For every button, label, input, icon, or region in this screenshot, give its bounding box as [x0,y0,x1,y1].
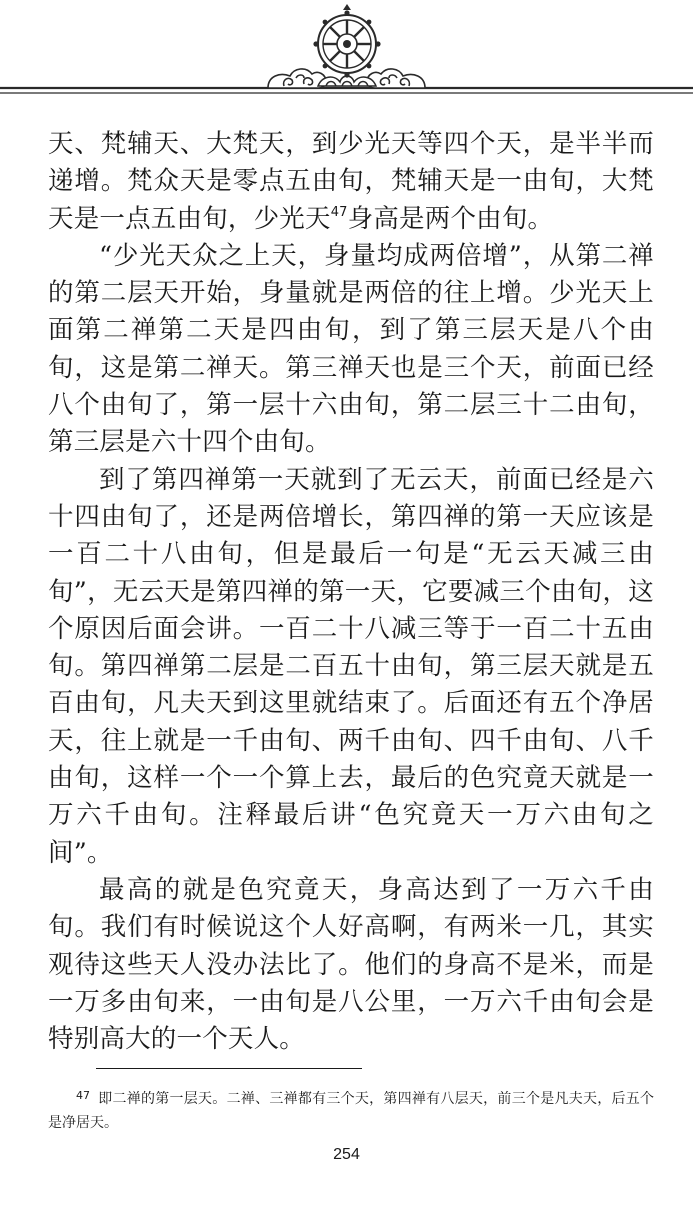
main-text [48,126,654,1058]
paragraph-3: 到了第四禅第一天就到了无云天，前面已经是六十四由旬了，还是两倍增长，第四禅的第一天应该是一百二十八由旬，但是最后一句是“无云天减三由旬”，无云天是第四禅的第一天，它要减三个由旬，这个原因后面会讲。一百二十八减三等于一百二十五由旬。第四禅第二层是二百五十由旬，第三层天就是五百由旬，凡夫天到这里就结束了。后面还有五个净居天，往上就是一千由旬、两千由旬、四千由旬、八千由旬，这样一个一个算上去，最后的色究竟天就是一万六千由旬。注释最后讲“色究竟天一万六由旬之间”。 [48,464,654,868]
paragraph-2: “少光天众之上天，身量均成两倍增”，从第二禅的第二层天开始，身量就是两倍的往上增。少光天上面第二禅第二天是四由旬，到了第三层天是八个由旬，这是第二禅天。第三禅天也是三个天，前面已经八个由旬了，第一层十六由旬，第二层三十二由旬，第三层是六十四个由旬。 [48,240,654,458]
dharma-wheel-icon [313,4,380,78]
paragraph-4: 最高的就是色究竟天，身高达到了一万六千由旬。我们有时候说这个人好高啊，有两米一几，其实观待这些天人没办法比了。他们的身高不是米，而是一万多由旬来，一由旬是八公里，一万六千由旬会是特别高大的一个天人。 [48,874,654,1055]
footnote-reference[interactable]: 47 [330,204,348,220]
header-ornament-graphic [0,0,693,112]
footnote-separator [96,1068,362,1069]
footnote-text: 即二禅的第一层天。二禅、三禅都有三个天，第四禅有八层天，前三个是凡夫天，后五个是净居天。 [48,1091,654,1131]
footnote [48,1084,654,1135]
cloud-scroll-left-icon [268,69,326,88]
paragraph-1 [48,126,654,238]
paragraph-1-text-before: 天、梵辅天、大梵天，到少光天等四个天，是半半而递增。梵众天是零点五由旬，梵辅天是一由旬，大梵天是一点五由旬，少光天 [48,129,654,234]
header-double-rule [0,88,693,93]
footnote-number: 47 [76,1089,90,1102]
page-number: 254 [333,1146,360,1163]
paragraph-1-text-after: 身高是两个由旬。 [347,203,554,234]
page-header-ornament [0,0,693,112]
